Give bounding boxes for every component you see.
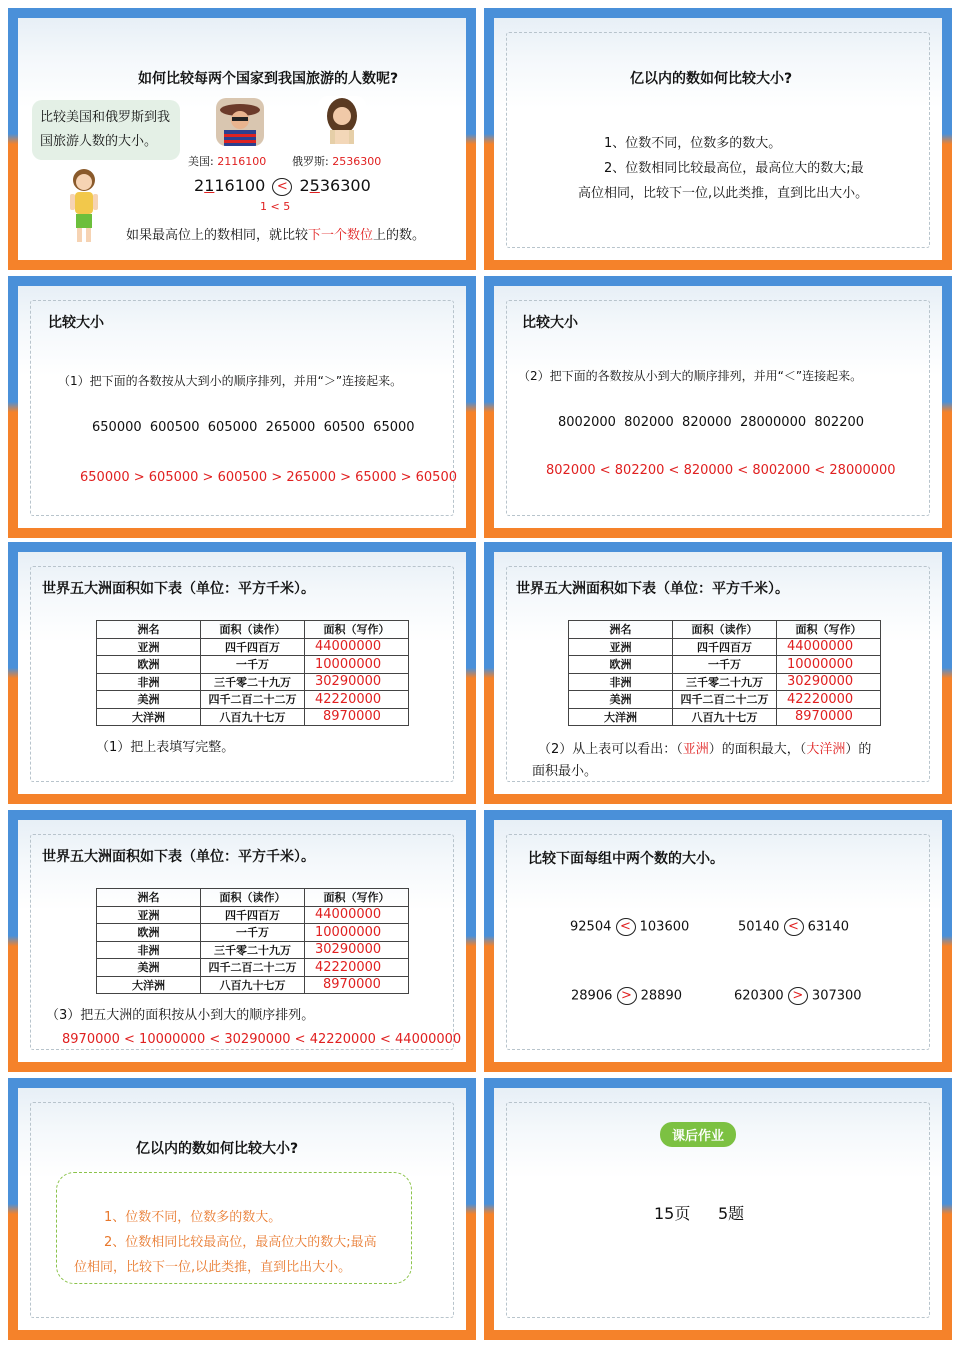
table-cell: 三千零二十九万	[201, 941, 305, 959]
continent-area-table	[568, 620, 881, 726]
table-cell: 一千万	[201, 656, 305, 674]
compare-symbol: <	[272, 178, 292, 196]
slide-6-question-line-2: 面积最小。	[532, 764, 598, 779]
table-cell: 欧洲	[569, 656, 673, 674]
bubble-text: 比较美国和俄罗斯到我国旅游人数的大小。	[40, 110, 171, 149]
table-cell: 8970000	[305, 708, 409, 726]
russia-value: 2536300	[332, 155, 382, 168]
table-cell: 8970000	[305, 976, 409, 994]
slide-3-title: 比较大小	[48, 315, 104, 331]
slide-7-title: 世界五大洲面积如下表（单位：平方千米）。	[42, 849, 315, 865]
pair-right: 63140	[807, 919, 849, 935]
slide-1-title: 如何比较每两个国家到我国旅游的人数呢?	[138, 71, 399, 87]
pair-left: 620300	[734, 988, 784, 1004]
table-row	[97, 691, 409, 709]
table-row	[97, 673, 409, 691]
slide-4[interactable]	[484, 276, 952, 538]
table-cell: 10000000	[777, 656, 881, 674]
table-cell: 非洲	[97, 673, 201, 691]
table-cell: 8970000	[777, 708, 881, 726]
right-digit-b: 5	[309, 176, 320, 195]
table-row	[97, 976, 409, 994]
slide-3-instruction: （1）把下面的各数按从大到小的顺序排列，并用“＞”连接起来。	[58, 374, 403, 388]
table-cell: 四千四百万	[201, 638, 305, 656]
slide-10-content	[494, 1088, 942, 1330]
table-cell: 10000000	[305, 924, 409, 942]
rule-highlight: 下一个数位	[308, 228, 374, 243]
table-row	[569, 708, 881, 726]
pair-left: 28906	[571, 988, 613, 1004]
answer-smallest: 大洋洲	[806, 742, 846, 757]
table-cell: 欧洲	[97, 924, 201, 942]
slide-9-content	[18, 1088, 466, 1330]
left-digit-a: 2	[194, 176, 205, 195]
answer-largest: 亚洲	[682, 742, 709, 757]
slide-5-content	[18, 552, 466, 794]
slide-2[interactable]	[484, 8, 952, 270]
rule-line-1: 1、位数不同，位数多的数大。	[604, 136, 782, 151]
homework-badge: 课后作业	[660, 1122, 736, 1147]
slide-5-question: （1）把上表填写完整。	[96, 740, 235, 755]
comparison-pair	[571, 987, 682, 1005]
slide-2-content	[494, 18, 942, 260]
rule-suffix: 上的数。	[373, 228, 426, 243]
pair-symbol: >	[617, 987, 637, 1005]
rule-prefix: 如果最高位上的数相同，就比较	[126, 228, 309, 243]
pair-left: 50140	[738, 919, 780, 935]
table-header: 洲名	[97, 621, 201, 639]
slide-4-numbers: 8002000 802000 820000 28000000 802200	[558, 415, 865, 430]
slide-5-title: 世界五大洲面积如下表（单位：平方千米）。	[42, 581, 315, 597]
table-row	[569, 673, 881, 691]
pair-symbol: >	[788, 987, 808, 1005]
table-cell: 30290000	[305, 673, 409, 691]
table-header: 面积（写作）	[305, 621, 409, 639]
table-cell: 亚洲	[97, 638, 201, 656]
table-cell: 四千二百二十二万	[201, 691, 305, 709]
table-cell: 美洲	[569, 691, 673, 709]
table-cell: 非洲	[569, 673, 673, 691]
russia-label: 俄罗斯:	[292, 155, 329, 168]
table-cell: 非洲	[97, 941, 201, 959]
usa-value: 2116100	[217, 155, 267, 168]
table-cell: 10000000	[305, 656, 409, 674]
rule-line-3: 高位相同，比较下一位,以此类推，直到比出大小。	[578, 186, 869, 201]
slide-7-content	[18, 820, 466, 1062]
table-cell: 大洋洲	[97, 708, 201, 726]
continent-area-table	[96, 620, 409, 726]
slide-1[interactable]	[8, 8, 476, 270]
left-digit-b: 1	[204, 176, 215, 195]
table-cell: 亚洲	[97, 906, 201, 924]
table-cell: 30290000	[777, 673, 881, 691]
question-middle: ）的面积最大，（	[708, 742, 807, 757]
question-suffix: ）的	[845, 742, 872, 757]
slide-6-content	[494, 552, 942, 794]
table-cell: 四千四百万	[673, 638, 777, 656]
table-cell: 大洋洲	[97, 976, 201, 994]
rule-line-1: 1、位数不同，位数多的数大。	[104, 1210, 282, 1225]
table-header: 面积（写作）	[305, 889, 409, 907]
table-cell: 四千二百二十二万	[201, 959, 305, 977]
comparison-pair	[570, 918, 689, 936]
table-cell: 42220000	[305, 691, 409, 709]
table-cell: 大洋洲	[569, 708, 673, 726]
table-cell: 四千二百二十二万	[673, 691, 777, 709]
slide-3-content	[18, 286, 466, 528]
table-cell: 44000000	[305, 638, 409, 656]
slide-10[interactable]	[484, 1078, 952, 1340]
slide-7-question: （3）把五大洲的面积按从小到大的顺序排列。	[46, 1008, 315, 1023]
table-cell: 30290000	[305, 941, 409, 959]
homework-items: 5题	[718, 1204, 745, 1223]
rule-text	[126, 224, 425, 243]
speech-bubble	[32, 100, 180, 160]
left-digits-rest: 16100	[214, 176, 266, 195]
table-cell: 三千零二十九万	[673, 673, 777, 691]
table-row	[97, 638, 409, 656]
slide-8-title: 比较下面每组中两个数的大小。	[528, 851, 724, 867]
pair-right: 103600	[639, 919, 690, 935]
comparison-pair	[734, 987, 862, 1005]
table-header: 面积（写作）	[777, 621, 881, 639]
pair-left: 92504	[570, 919, 612, 935]
russia-person-photo	[318, 96, 366, 144]
table-header-row	[569, 621, 881, 639]
comparison-line	[194, 176, 371, 196]
pair-right: 307300	[811, 988, 862, 1004]
slide-6-question-line-1	[538, 738, 871, 757]
table-row	[569, 691, 881, 709]
table-cell: 42220000	[777, 691, 881, 709]
comparison-pair	[738, 918, 849, 936]
slide-8[interactable]	[484, 810, 952, 1072]
slide-2-title: 亿以内的数如何比较大小?	[630, 71, 793, 87]
slide-6[interactable]	[484, 542, 952, 804]
usa-row	[188, 153, 266, 169]
slide-9[interactable]	[8, 1078, 476, 1340]
slide-4-title: 比较大小	[522, 315, 578, 331]
table-cell: 44000000	[305, 906, 409, 924]
usa-label: 美国:	[188, 155, 214, 168]
compare-note: 1 < 5	[260, 200, 291, 213]
slide-4-answer: 802000 < 802200 < 820000 < 8002000 < 28000000	[546, 463, 896, 478]
dashed-frame	[506, 300, 930, 516]
continent-area-table	[96, 888, 409, 994]
slide-4-instruction: （2）把下面的各数按从小到大的顺序排列，并用“＜”连接起来。	[518, 369, 863, 383]
table-header: 面积（读作）	[201, 621, 305, 639]
table-cell: 八百九十七万	[201, 708, 305, 726]
table-cell: 三千零二十九万	[201, 673, 305, 691]
slide-7[interactable]	[8, 810, 476, 1072]
slide-7-answer: 8970000 < 10000000 < 30290000 < 42220000 < 44000000	[62, 1032, 462, 1047]
table-header: 洲名	[97, 889, 201, 907]
table-cell: 一千万	[673, 656, 777, 674]
slide-5[interactable]	[8, 542, 476, 804]
table-header: 洲名	[569, 621, 673, 639]
table-cell: 42220000	[305, 959, 409, 977]
table-header-row	[97, 621, 409, 639]
slide-3-numbers: 650000 600500 605000 265000 60500 65000	[92, 420, 415, 435]
slide-3[interactable]	[8, 276, 476, 538]
slide-1-content	[18, 18, 466, 260]
usa-person-photo	[216, 98, 264, 146]
homework-pages: 15页	[654, 1204, 691, 1223]
right-digits-rest: 36300	[319, 176, 371, 195]
table-header-row	[97, 889, 409, 907]
slide-3-answer: 650000 > 605000 > 600500 > 265000 > 65000 > 60500	[80, 470, 457, 485]
rule-line-2: 2、位数相同比较最高位，最高位大的数大;最	[604, 161, 864, 176]
right-digit-a: 2	[299, 176, 310, 195]
table-cell: 44000000	[777, 638, 881, 656]
question-prefix: （2）从上表可以看出：（	[538, 742, 683, 757]
slide-6-title: 世界五大洲面积如下表（单位：平方千米）。	[516, 581, 789, 597]
slide-8-content	[494, 820, 942, 1062]
table-row	[97, 656, 409, 674]
slide-9-title: 亿以内的数如何比较大小?	[136, 1141, 299, 1157]
table-cell: 亚洲	[569, 638, 673, 656]
slide-4-content	[494, 286, 942, 528]
table-cell: 美洲	[97, 691, 201, 709]
rule-line-2: 2、位数相同比较最高位，最高位大的数大;最高	[104, 1235, 377, 1250]
pair-right: 28890	[640, 988, 682, 1004]
russia-row	[292, 153, 381, 169]
table-cell: 四千四百万	[201, 906, 305, 924]
table-cell: 欧洲	[97, 656, 201, 674]
table-cell: 八百九十七万	[673, 708, 777, 726]
table-cell: 美洲	[97, 959, 201, 977]
table-header: 面积（读作）	[201, 889, 305, 907]
pair-symbol: <	[784, 918, 804, 936]
table-cell: 八百九十七万	[201, 976, 305, 994]
table-row	[97, 941, 409, 959]
table-row	[97, 959, 409, 977]
table-cell: 一千万	[201, 924, 305, 942]
table-row	[569, 656, 881, 674]
pair-symbol: <	[616, 918, 636, 936]
table-header: 面积（读作）	[673, 621, 777, 639]
girl-illustration-icon	[66, 166, 102, 246]
table-row	[97, 906, 409, 924]
table-row	[97, 924, 409, 942]
table-row	[569, 638, 881, 656]
table-row	[97, 708, 409, 726]
rule-line-3: 位相同，比较下一位,以此类推，直到比出大小。	[74, 1260, 352, 1275]
